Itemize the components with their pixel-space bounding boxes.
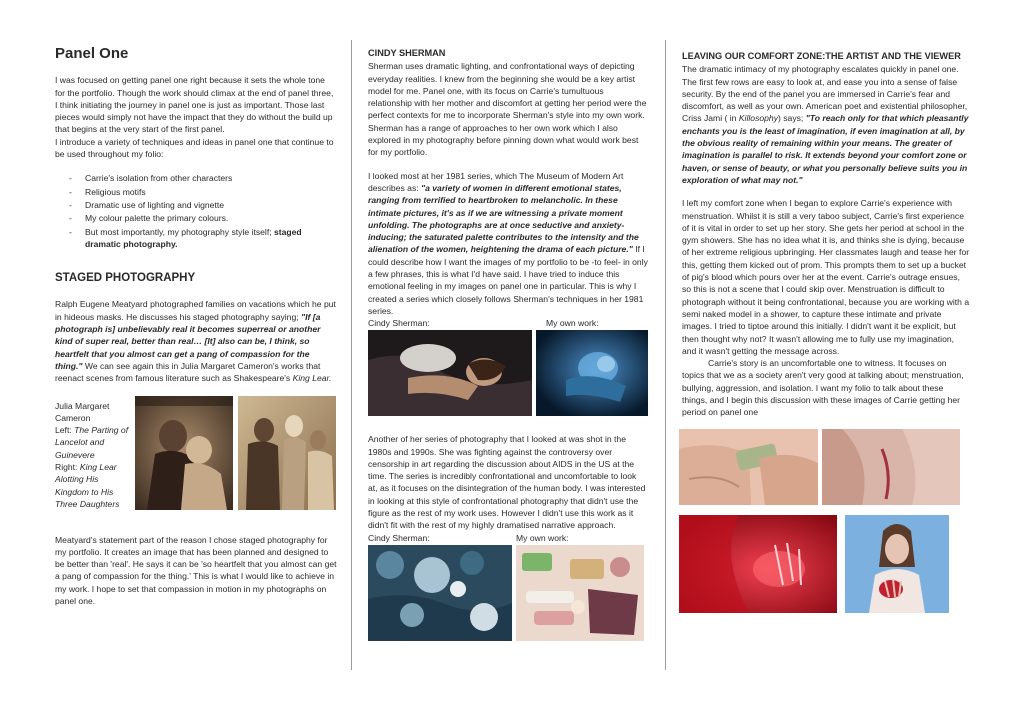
- own-work-photo-pastel: [516, 545, 644, 641]
- column-panel-one: [55, 40, 337, 607]
- list-item: - My colour palette the primary colours.: [69, 212, 337, 224]
- cameron-left-caption: [55, 424, 133, 461]
- period-photo-grid: [682, 429, 970, 613]
- moma-quote: "a variety of women in different emotional states, ranging from terrified to heartbroken to melancholic. In these intimate pictures, it's as if we are witnessing a private moment unfolding. The photographs are at once seductive and anxiety-inducing; the saturated palette contributes to the intensity and the alienation of the women, heightening the drama of each picture.": [368, 182, 639, 255]
- king-lear-title: King Lear.: [292, 373, 332, 384]
- own-work-photo-blue: [536, 330, 648, 416]
- list-item: [69, 226, 337, 251]
- list-item: - Carrie's isolation from other characters: [69, 172, 337, 184]
- cameron-caption: [55, 400, 133, 511]
- cameron-right-caption: [55, 461, 133, 510]
- caption-own-1: My own work:: [546, 318, 599, 329]
- section-heading-comfort-zone: LEAVING OUR COMFORT ZONE:THE ARTIST AND THE VIEWER: [682, 51, 961, 61]
- section-heading-staged: STAGED PHOTOGRAPHY: [55, 272, 196, 285]
- cameron-name: Julia Margaret Cameron: [55, 400, 110, 423]
- section-heading-sherman: CINDY SHERMAN: [368, 48, 446, 58]
- caption-own-2: My own work:: [516, 532, 569, 543]
- caption-cindy-1: Cindy Sherman:: [368, 318, 430, 329]
- own-work-photo-legs: [822, 429, 960, 505]
- caption-row-2: [368, 532, 648, 545]
- comfort-paragraph-3: Carrie's story is an uncomfortable one to witness. It focuses on topics that we as a society aren't very good at talking about; menstruation, bullying, aggression, and isolation. I want my folio to talk about these things, and I begin this discussion with these images of Carrie getting her period on panel one: [682, 358, 964, 418]
- technique-list: [69, 172, 337, 250]
- sherman-paragraph-1: Sherman uses dramatic lighting, and confrontational ways of depicting everyday realities. I knew from the beginning she would be a key artist model for me. Panel one, with its focus on Carrie's tumultuous relationship with her mother and discomfort at getting her period were the perfect contexts for me to incorporate Sherman's style into my own work. Sherman has a range of approaches to her own work which I also explored in my photography before pinning down what would work best for my portfolio.: [368, 61, 647, 158]
- own-work-photo-hands: [679, 429, 818, 505]
- sherman-text-2: If I could describe how I want the images of my portfolio to be -to feel- in only a few phrases, this is what I'd have said. I have tried to induce this emotional feeling in my images on panel one in particular. This is why I created a series which closely follows Sherman's techniques in her 1981 series.: [368, 244, 648, 316]
- intro-paragraph: I was focused on getting panel one right because it sets the whole tone for the portfolio. Though the work should climax at the end of panel three, I think initiating the journey in panel one is just as important. Those last pieces would simply not have the impact that they do without the build up that begins at the very start of the first panel.: [55, 75, 334, 135]
- column-cindy-sherman: [368, 47, 648, 641]
- caption-label: Right:: [55, 462, 78, 473]
- list-item-text: But most importantly, my photography style itself;: [85, 226, 272, 237]
- caption-title: The Parting of Lancelot and Guinevere: [55, 425, 129, 460]
- cameron-photo-lancelot: [135, 396, 233, 510]
- meatyard-quote: "If [a photograph is] unbelievably real it becomes superreal or another kind of super real, better than real… [It] also can be, I think, so heartfelt that you almost can get a pang of compassion for the thing.": [55, 311, 321, 371]
- book-title: Killosophy: [738, 113, 778, 124]
- comfort-paragraph-1: [682, 63, 970, 186]
- cameron-photo-king-lear: [238, 396, 336, 510]
- intro-paragraph-2: I introduce a variety of techniques and ideas in panel one that continue to be used throughout my folio:: [55, 136, 334, 160]
- page-title: Panel One: [55, 45, 129, 62]
- sherman-disgust-photo: [368, 545, 512, 641]
- column-comfort-zone: [682, 50, 970, 613]
- cameron-block: [55, 396, 337, 534]
- column-divider-left: [351, 40, 352, 670]
- caption-cindy-2: Cindy Sherman:: [368, 532, 430, 543]
- closing-paragraph: Meatyard's statement part of the reason I chose staged photography for my portfolio. It creates an image that has been planned and designed to be better than 'real'. He says it can be 'so heartfelt that you almost can get a pang of compassion for the thing.' This is what I would like to achieve in my work. I hope to set that compassion in motion in my photographs on panel one.: [55, 534, 337, 607]
- staged-text-2: We can see again this in Julia Margaret Cameron's works that reenact scenes from famous literature such as Shakespeare's: [55, 360, 321, 384]
- caption-row-1: [368, 317, 648, 330]
- own-work-photo-portrait: [845, 515, 949, 613]
- staged-text: Ralph Eugene Meatyard photographed families on vacations which he put in hideous masks. He discusses his staged photography saying;: [55, 299, 336, 322]
- comfort-text-2: ) says;: [778, 113, 804, 124]
- sherman-paragraph-2: [368, 170, 648, 318]
- list-item-bold: staged dramatic photography.: [85, 226, 302, 249]
- staged-paragraph: [55, 298, 337, 384]
- sherman-text: I looked most at her 1981 series, which The Museum of Modern Art describes as:: [368, 170, 624, 193]
- sherman-paragraph-3: Another of her series of photography that I looked at was shot in the 1980s and 1990s. She was fighting against the controversy over censorship in art regarding the discussion about AIDS in the US at the time. The series is incredibly confrontational and uncomfortable to look at, as it focuses on the disintegration of the human body. I was interested in looking at this style of confrontational photography that didn't use the figure as the rest of my work uses. However I didn't use this work as it didn't fit with the rest of my highly dramatised narrative approach.: [368, 434, 646, 531]
- own-work-photo-red: [679, 515, 837, 613]
- comfort-paragraph-2: I left my comfort zone when I began to explore Carrie's experience with menstruation. Whilst it is still a very taboo subject, Carrie's first experience of it is vital in order to set up her story. She gets her period at school in the gym showers. She has no idea what it is, and thinks she is dying, because of her extreme religious upbringing. Her classmates laugh and tease her for this, getting them kicked out of prom. This prompts them to set up a bucket of pig's blood which pours over her at the event. Carrie's outrage ensues, so this is not a scene that I could skip over. Menstruation is difficult to photograph without it being confrontational, because you are working with a semi naked model in a shower, to capture these intimate and private images. I tried to tiptoe around this initially. I didn't want it be explicit, but then thought why not? It wasn't allowing me to fully use my imagination, and it wasn't getting the message across.: [682, 198, 970, 356]
- caption-label: Left:: [55, 425, 72, 436]
- comfort-text: The dramatic intimacy of my photography escalates quickly in panel one. The first few rows are easy to look at, and ease you into a sense of false security. By the end of the panel you are immersed in Carrie's fear and discomfort, as well as your own. American poet and existential philosopher, Criss Jami ( in: [682, 64, 968, 124]
- caption-title: King Lear Alotting His Kingdom to His Three Daughters: [55, 462, 120, 509]
- list-item: - Dramatic use of lighting and vignette: [69, 199, 337, 211]
- list-item: - Religious motifs: [69, 186, 337, 198]
- jami-quote: "To reach only for that which pleasantly enchants you is the least of imagination, if even imagination at all, by the obvious reality of remaining within your means. The greater of imagination is parallel to risk. It extends beyond your comfort zone or haven, or sense of beauty, or what you personally believe suits you in exploration of what may not.": [682, 113, 969, 185]
- sherman-1981-photo: [368, 330, 532, 416]
- column-divider-right: [665, 40, 666, 670]
- photo-row-2: [368, 545, 648, 641]
- photo-row-1: [368, 330, 648, 416]
